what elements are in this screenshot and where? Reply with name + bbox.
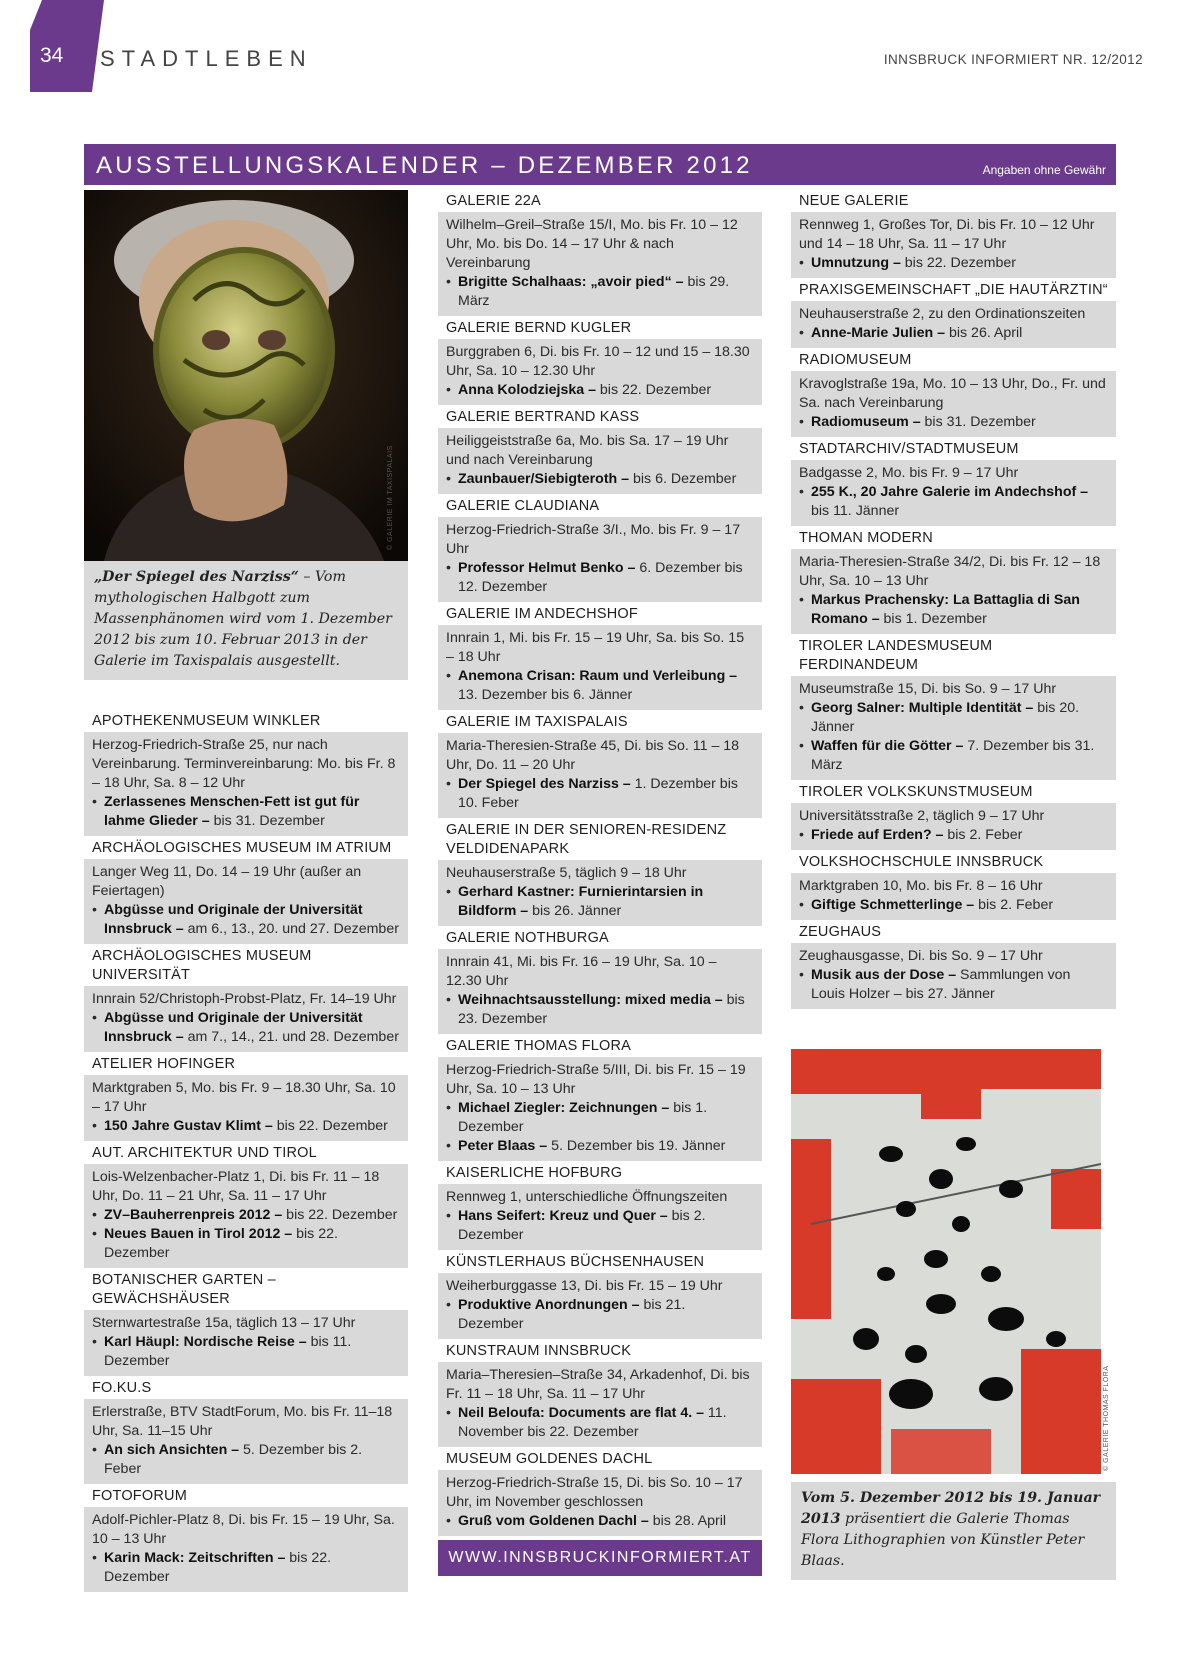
exhibition-date: 6. Dezember bis 12. Dezember [458, 560, 743, 595]
exhibition-title: 150 Jahre Gustav Klimt – [104, 1118, 273, 1134]
venue-details [438, 1057, 762, 1161]
exhibition-item [92, 1225, 400, 1263]
venue-details [791, 676, 1116, 780]
exhibition-item [799, 324, 1108, 343]
disclaimer: Angaben ohne Gewähr [982, 163, 1106, 177]
venue-info: Kravoglstraße 19a, Mo. 10 – 13 Uhr, Do., Fr. und Sa. nach Vereinbarung [799, 376, 1106, 411]
exhibition-item [92, 901, 400, 939]
exhibition-title: Karin Mack: Zeitschriften – [104, 1550, 286, 1566]
venue-details [438, 625, 762, 710]
caption-text: – Vom mythologischen Halbgott zum Massenphänomen wird vom 1. Dezember 2012 bis zum 10. Februar 2013 in der Galerie im Taxispalais ausgestellt. [94, 569, 392, 669]
exhibition-item [446, 273, 754, 311]
venue-info: Adolf-Pichler-Platz 8, Di. bis Fr. 15 – 19 Uhr, Sa. 10 – 13 Uhr [92, 1512, 395, 1547]
exhibition-item [92, 1549, 400, 1587]
venue-details [84, 1310, 408, 1376]
exhibition-date: bis 23. Dezember [458, 992, 745, 1027]
venue-details [791, 803, 1116, 850]
venue-details [84, 1164, 408, 1268]
venue-name: KAISERLICHE HOFBURG [446, 1165, 623, 1181]
exhibition-item [92, 793, 400, 831]
venue-name: AUT. ARCHITEKTUR UND TIROL [92, 1145, 317, 1161]
venue-info: Sternwartestraße 15a, täglich 13 – 17 Uhr [92, 1315, 356, 1331]
venue-name: GALERIE IM ANDECHSHOF [446, 606, 638, 622]
venue-info: Neuhauserstraße 5, täglich 9 – 18 Uhr [446, 865, 687, 881]
exhibition-title: Weihnachtsausstellung: mixed media – [458, 992, 723, 1008]
venue-details [438, 428, 762, 494]
exhibition-date: bis 20. Jänner [811, 700, 1080, 735]
venue-details [84, 859, 408, 944]
venue-name: MUSEUM GOLDENES DACHL [446, 1451, 653, 1467]
venue-info: Innrain 1, Mi. bis Fr. 15 – 19 Uhr, Sa. bis So. 15 – 18 Uhr [446, 630, 745, 665]
exhibition-item [92, 1117, 400, 1136]
exhibition-title: Waffen für die Götter – [811, 738, 964, 754]
exhibition-date: bis 31. Dezember [209, 813, 325, 829]
venue-details [438, 339, 762, 405]
venue-details [84, 1075, 408, 1141]
photo-caption [84, 561, 408, 680]
exhibition-title: Gruß vom Goldenen Dachl – [458, 1513, 649, 1529]
exhibition-title: Georg Salner: Multiple Identität – [811, 700, 1034, 716]
exhibition-item [799, 254, 1108, 273]
exhibition-title: Giftige Schmetterlinge – [811, 897, 975, 913]
photo-caption [791, 1482, 1116, 1580]
exhibition-date: 5. Dezember bis 2. Feber [104, 1442, 363, 1477]
exhibition-title: Anne-Marie Julien – [811, 325, 946, 341]
exhibition-date: 1. Dezember bis 10. Feber [458, 776, 738, 811]
venue-name: THOMAN MODERN [799, 530, 933, 546]
exhibition-date: bis 22. Dezember [595, 382, 712, 398]
exhibition-title: 255 K., 20 Jahre Galerie im Andechshof – [811, 484, 1089, 500]
venue-info: Innrain 41, Mi. bis Fr. 16 – 19 Uhr, Sa. 10 – 12.30 Uhr [446, 954, 717, 989]
venue-name: NEUE GALERIE [799, 193, 909, 209]
venue-info: Innrain 52/Christoph-Probst-Platz, Fr. 14–19 Uhr [92, 991, 397, 1007]
exhibition-date: bis 22. Dezember [900, 255, 1016, 271]
exhibition-date: bis 31. Dezember [920, 414, 1036, 430]
venue-name: GALERIE 22A [446, 193, 541, 209]
exhibition-title: Hans Seifert: Kreuz und Quer – [458, 1208, 668, 1224]
venue-details [438, 1273, 762, 1339]
venue-details [791, 301, 1116, 348]
exhibition-item [799, 699, 1108, 737]
exhibition-title: ZV–Bauherrenpreis 2012 – [104, 1207, 283, 1223]
narziss-photo [84, 190, 408, 561]
exhibition-title: Radiomuseum – [811, 414, 921, 430]
venue-name: PRAXISGEMEINSCHAFT „DIE HAUTÄRZTIN“ [799, 282, 1108, 298]
exhibition-title: Markus Prachensky: La Battaglia di San Romano – [811, 592, 1080, 627]
venue-name: GALERIE IN DER SENIOREN-RESIDENZ VELDIDENAPARK [446, 822, 727, 857]
photo-credit: © GALERIE THOMAS FLORA [1103, 1365, 1110, 1471]
exhibition-item [446, 559, 754, 597]
venue-name: GALERIE BERND KUGLER [446, 320, 632, 336]
website-link[interactable]: WWW.INNSBRUCKINFORMIERT.AT [438, 1540, 762, 1576]
exhibition-date: bis 28. April [648, 1513, 727, 1529]
venue-name: GALERIE THOMAS FLORA [446, 1038, 632, 1054]
venue-info: Lois-Welzenbacher-Platz 1, Di. bis Fr. 11 – 18 Uhr, Do. 11 – 21 Uhr, Sa. 11 – 17 Uhr [92, 1169, 380, 1204]
exhibition-item [799, 737, 1108, 775]
venue-name: GALERIE IM TAXISPALAIS [446, 714, 628, 730]
exhibition-title: Friede auf Erden? – [811, 827, 944, 843]
venue-info: Zeughausgasse, Di. bis So. 9 – 17 Uhr [799, 948, 1043, 964]
venue-name: KUNSTRAUM INNSBRUCK [446, 1343, 632, 1359]
exhibition-item [92, 1206, 400, 1225]
page-number: 34 [40, 44, 64, 67]
venue-details [791, 371, 1116, 437]
exhibition-title: Abgüsse und Originale der Universität Innsbruck – [104, 1010, 363, 1045]
venue-details [84, 986, 408, 1052]
venue-info: Burggraben 6, Di. bis Fr. 10 – 12 und 15 – 18.30 Uhr, Sa. 10 – 12.30 Uhr [446, 344, 750, 379]
venue-name: VOLKSHOCHSCHULE INNSBRUCK [799, 854, 1044, 870]
venue-info: Rennweg 1, Großes Tor, Di. bis Fr. 10 – 12 Uhr und 14 – 18 Uhr, Sa. 11 – 17 Uhr [799, 217, 1095, 252]
exhibition-item [92, 1009, 400, 1047]
venue-info: Heiliggeiststraße 6a, Mo. bis Sa. 17 – 19 Uhr und nach Vereinbarung [446, 433, 729, 468]
venue-details [84, 1399, 408, 1484]
venue-info: Herzog-Friedrich-Straße 3/I., Mo. bis Fr. 9 – 17 Uhr [446, 522, 741, 557]
exhibition-item [446, 1404, 754, 1442]
venue-name: FOTOFORUM [92, 1488, 187, 1504]
blaas-lithograph-image [791, 1049, 1101, 1474]
mirror-mask-image [84, 190, 408, 561]
venue-info: Badgasse 2, Mo. bis Fr. 9 – 17 Uhr [799, 465, 1019, 481]
venue-info: Langer Weg 11, Do. 14 – 19 Uhr (außer an Feiertagen) [92, 864, 362, 899]
exhibition-item [446, 667, 754, 705]
exhibition-item [446, 1137, 754, 1156]
venue-details [791, 549, 1116, 634]
venue-name: ARCHÄOLOGISCHES MUSEUM UNIVERSITÄT [92, 948, 312, 983]
venue-name: KÜNSTLERHAUS BÜCHSENHAUSEN [446, 1254, 705, 1270]
venue-details [438, 1362, 762, 1447]
venue-info: Marktgraben 10, Mo. bis Fr. 8 – 16 Uhr [799, 878, 1043, 894]
exhibition-date: bis 22. Dezember [282, 1207, 398, 1223]
venue-details [791, 873, 1116, 920]
venue-info: Herzog-Friedrich-Straße 25, nur nach Vereinbarung. Terminvereinbarung: Mo. bis Fr. 8 – 18 Uhr, Sa. 8 – 12 Uhr [92, 737, 396, 791]
section-title: STADTLEBEN [100, 46, 313, 71]
venue-name: GALERIE CLAUDIANA [446, 498, 600, 514]
venue-info: Marktgraben 5, Mo. bis Fr. 9 – 18.30 Uhr, Sa. 10 – 17 Uhr [92, 1080, 396, 1115]
exhibition-title: An sich Ansichten – [104, 1442, 240, 1458]
venue-info: Maria-Theresien-Straße 45, Di. bis So. 11 – 18 Uhr, Do. 11 – 20 Uhr [446, 738, 740, 773]
exhibition-item [799, 826, 1108, 845]
venue-details [84, 1507, 408, 1592]
venue-details [438, 949, 762, 1034]
exhibition-date: bis 26. Jänner [528, 903, 622, 919]
exhibition-title: Anemona Crisan: Raum und Verleibung – [458, 668, 738, 684]
exhibition-date: bis 1. Dezember [458, 1100, 708, 1135]
exhibition-item [799, 591, 1108, 629]
exhibition-title: Karl Häupl: Nordische Reise – [104, 1334, 307, 1350]
caption-text: präsentiert die Galerie Thomas Flora Lithographien von Künstler Peter Blaas. [801, 1511, 1085, 1569]
exhibition-item [446, 991, 754, 1029]
exhibition-date: bis 21. Dezember [458, 1297, 686, 1332]
exhibition-title: Brigitte Schalhaas: „avoir pied“ – [458, 274, 684, 290]
exhibition-date: bis 22. Dezember [104, 1550, 332, 1585]
venue-name: FO.KU.S [92, 1380, 152, 1396]
venue-info: Rennweg 1, unterschiedliche Öffnungszeiten [446, 1189, 728, 1205]
exhibition-item [446, 775, 754, 813]
exhibition-title: Peter Blaas – [458, 1138, 548, 1154]
exhibition-item [92, 1441, 400, 1479]
flora-photo [791, 1049, 1110, 1474]
caption-highlight: „Der Spiegel des Narziss“ [94, 569, 299, 585]
exhibition-date: Sammlungen von Louis Holzer – bis 27. Jänner [811, 967, 1071, 1002]
exhibition-title: Zaunbauer/Siebigteroth – [458, 471, 630, 487]
exhibition-date: am 6., 13., 20. und 27. Dezember [183, 921, 399, 937]
exhibition-item [92, 1333, 400, 1371]
exhibition-date: bis 2. Dezember [458, 1208, 706, 1243]
exhibition-date: 7. Dezember bis 31. März [811, 738, 1095, 773]
magazine-issue: INNSBRUCK INFORMIERT NR. 12/2012 [883, 52, 1143, 67]
column-middle [438, 190, 762, 1576]
exhibition-title: Produktive Anordnungen – [458, 1297, 640, 1313]
venue-name: ZEUGHAUS [799, 924, 882, 940]
venue-name: RADIOMUSEUM [799, 352, 912, 368]
venue-details [438, 212, 762, 316]
venue-details [791, 212, 1116, 278]
venue-info: Neuhauserstraße 2, zu den Ordinationszeiten [799, 306, 1086, 322]
exhibition-date: bis 22. Dezember [104, 1226, 338, 1261]
venue-details [84, 732, 408, 836]
venue-info: Maria-Theresien-Straße 34/2, Di. bis Fr. 12 – 18 Uhr, Sa. 10 – 13 Uhr [799, 554, 1101, 589]
venue-name: GALERIE NOTHBURGA [446, 930, 609, 946]
exhibition-title: Neil Beloufa: Documents are flat 4. – [458, 1405, 704, 1421]
exhibition-title: Professor Helmut Benko – [458, 560, 636, 576]
venue-details [438, 733, 762, 818]
exhibition-item [446, 381, 754, 400]
venue-details [791, 460, 1116, 526]
exhibition-date: 11. November bis 22. Dezember [458, 1405, 727, 1440]
exhibition-title: Zerlassenes Menschen-Fett ist gut für lahme Glieder – [104, 794, 360, 829]
exhibition-item [446, 883, 754, 921]
exhibition-item [446, 1099, 754, 1137]
entry-list [791, 190, 1116, 1009]
exhibition-date: bis 2. Feber [943, 827, 1023, 843]
exhibition-date: bis 11. Jänner [811, 503, 900, 519]
exhibition-title: Musik aus der Dose – [811, 967, 957, 983]
venue-info: Wilhelm–Greil–Straße 15/I, Mo. bis Fr. 10 – 12 Uhr, Mo. bis Do. 14 – 17 Uhr & nach Vereinbarung [446, 217, 738, 271]
exhibition-item [446, 1296, 754, 1334]
venue-info: Universitätsstraße 2, täglich 9 – 17 Uhr [799, 808, 1045, 824]
calendar-title: AUSSTELLUNGSKALENDER – DEZEMBER 2012 [96, 152, 753, 179]
exhibition-title: Anna Kolodziejska – [458, 382, 596, 398]
column-left [84, 190, 408, 1593]
exhibition-date: bis 26. April [945, 325, 1023, 341]
exhibition-date: am 7., 14., 21. und 28. Dezember [183, 1029, 399, 1045]
exhibition-date: bis 6. Dezember [629, 471, 737, 487]
exhibition-title: Neues Bauen in Tirol 2012 – [104, 1226, 293, 1242]
venue-name: APOTHEKENMUSEUM WINKLER [92, 713, 321, 729]
calendar-banner [84, 144, 1116, 185]
exhibition-title: Gerhard Kastner: Furnierintarsien in Bildform – [458, 884, 704, 919]
venue-info: Herzog-Friedrich-Straße 5/III, Di. bis Fr. 15 – 19 Uhr, Sa. 10 – 13 Uhr [446, 1062, 746, 1097]
column-right [791, 190, 1116, 1580]
venue-details [438, 517, 762, 602]
exhibition-item [799, 896, 1108, 915]
exhibition-date: bis 2. Feber [974, 897, 1054, 913]
venue-details [791, 943, 1116, 1009]
venue-details [438, 1184, 762, 1250]
venue-info: Maria–Theresien–Straße 34, Arkadenhof, Di. bis Fr. 11 – 18 Uhr, Sa. 11 – 17 Uhr [446, 1367, 750, 1402]
venue-name: GALERIE BERTRAND KASS [446, 409, 640, 425]
exhibition-item [799, 483, 1108, 521]
exhibition-title: Michael Ziegler: Zeichnungen – [458, 1100, 670, 1116]
venue-name: ATELIER HOFINGER [92, 1056, 236, 1072]
venue-info: Herzog-Friedrich-Straße 15, Di. bis So. 10 – 17 Uhr, im November geschlossen [446, 1475, 743, 1510]
exhibition-date: 5. Dezember bis 19. Jänner [547, 1138, 726, 1154]
venue-info: Weiherburggasse 13, Di. bis Fr. 15 – 19 Uhr [446, 1278, 723, 1294]
entry-list [438, 190, 762, 1536]
venue-details [438, 860, 762, 926]
exhibition-date: bis 1. Dezember [879, 611, 987, 627]
venue-name: TIROLER VOLKSKUNSTMUSEUM [799, 784, 1033, 800]
exhibition-date: bis 22. Dezember [272, 1118, 388, 1134]
exhibition-item [799, 966, 1108, 1004]
photo-credit: © GALERIE IM TAXISPALAIS [387, 445, 394, 550]
exhibition-item [799, 413, 1108, 432]
venue-info: Museumstraße 15, Di. bis So. 9 – 17 Uhr [799, 681, 1057, 697]
exhibition-date: 13. Dezember bis 6. Jänner [458, 687, 633, 703]
venue-details [438, 1470, 762, 1536]
exhibition-title: Umnutzung – [811, 255, 901, 271]
exhibition-title: Abgüsse und Originale der Universität Innsbruck – [104, 902, 363, 937]
exhibition-item [446, 470, 754, 489]
venue-name: BOTANISCHER GARTEN – GEWÄCHSHÄUSER [92, 1272, 276, 1307]
exhibition-date: bis 29. März [458, 274, 730, 309]
exhibition-date: bis 11. Dezember [104, 1334, 352, 1369]
entry-list [84, 710, 408, 1592]
venue-name: STADTARCHIV/STADTMUSEUM [799, 441, 1019, 457]
exhibition-item [446, 1512, 754, 1531]
venue-name: ARCHÄOLOGISCHES MUSEUM IM ATRIUM [92, 840, 392, 856]
caption-highlight: Vom 5. Dezember 2012 bis 19. Januar 2013 [801, 1490, 1101, 1527]
venue-name: TIROLER LANDESMUSEUM FERDINANDEUM [799, 638, 993, 673]
venue-info: Erlerstraße, BTV StadtForum, Mo. bis Fr. 11–18 Uhr, Sa. 11–15 Uhr [92, 1404, 393, 1439]
exhibition-title: Der Spiegel des Narziss – [458, 776, 631, 792]
exhibition-item [446, 1207, 754, 1245]
